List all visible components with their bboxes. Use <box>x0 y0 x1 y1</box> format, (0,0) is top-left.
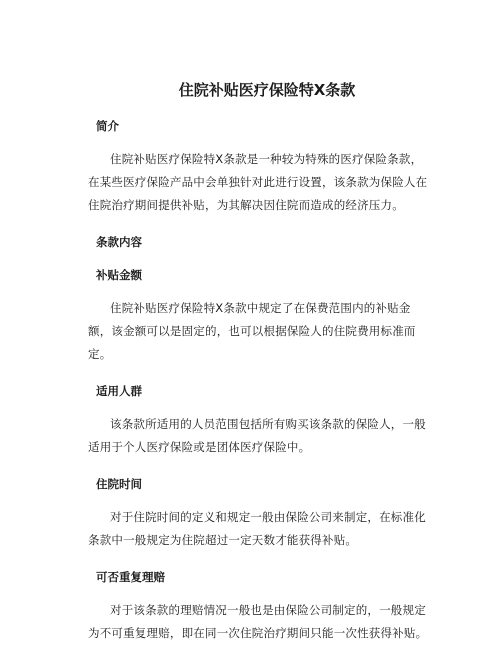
section-paragraph-hospital-time: 对于住院时间的定义和规定一般由保险公司来制定，在标准化条款中一般规定为住院超过一定天数才能获得补贴。 <box>88 510 426 547</box>
section-heading-intro: 简介 <box>96 119 119 133</box>
section-heading-subsidy-amount: 补贴金额 <box>96 268 142 282</box>
section-heading-repeat-claims: 可否重复理赔 <box>96 570 165 584</box>
section-paragraph-repeat-claims: 对于该条款的理赔情况一般也是由保险公司制定的，一般规定为不可重复理赔，即在同一次住院治疗期间只能一次性获得补贴。 <box>88 603 428 640</box>
section-heading-applicable-people: 适用人群 <box>96 384 142 398</box>
document-title: 住院补贴医疗保险特X条款 <box>178 81 356 99</box>
section-heading-hospital-time: 住院时间 <box>96 477 142 491</box>
section-paragraph-subsidy-amount: 住院补贴医疗保险特X条款中规定了在保费范围内的补贴金额，该金额可以是固定的，也可以根据保险人的住院费用标准而定。 <box>88 301 416 361</box>
section-heading-clause-content: 条款内容 <box>96 235 142 249</box>
section-paragraph-intro: 住院补贴医疗保险特X条款是一种较为特殊的医疗保险条款，在某些医疗保险产品中会单独针对此进行设置，该条款为保险人在住院治疗期间提供补贴，为其解决因住院而造成的经济压力。 <box>88 152 428 212</box>
section-paragraph-applicable-people: 该条款所适用的人员范围包括所有购买该条款的保险人，一般适用于个人医疗保险或是团体医疗保险中。 <box>88 417 426 454</box>
